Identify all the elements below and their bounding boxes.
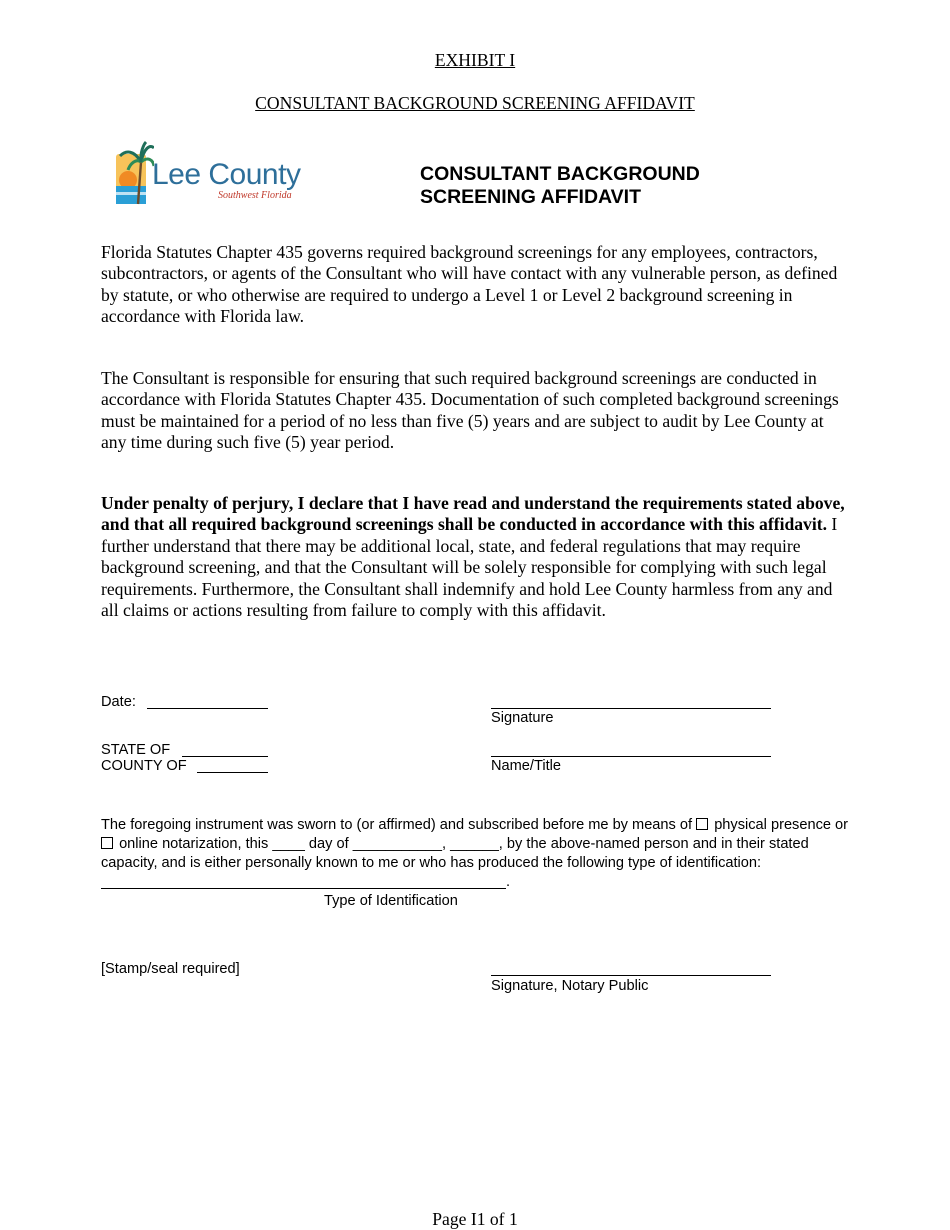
physical-presence-checkbox[interactable] (696, 818, 708, 830)
perjury-statement: Under penalty of perjury, I declare that I have read and understand the requirements stated above, and that all required background screenings shall be conducted in accordance with this affidavit. (101, 493, 845, 535)
logo-tagline: Southwest Florida (218, 190, 292, 201)
signature-label: Signature (491, 710, 554, 726)
lee-county-logo (112, 140, 307, 210)
identification-type-label: Type of Identification (324, 893, 458, 909)
stamp-seal-note: [Stamp/seal required] (101, 961, 240, 977)
palm-tree-icon (114, 140, 154, 206)
responsibility-paragraph: The Consultant is responsible for ensuring that such required background screenings are conducted in accordance with Florida Statutes Chapter 435. Documentation of such completed background screenings must be maintained for a period of no less than five (5) years and are subject to audit by Lee County at any time during such five (5) year period. (101, 368, 839, 453)
online-notarization-checkbox[interactable] (101, 837, 113, 849)
notary-text-online: online notarization, this ____ day of ___________, ______, by the above-named person and in their stated capacity, and is either personally known to me or who has produced the following type of identification: (101, 836, 809, 871)
identification-field[interactable] (101, 874, 506, 889)
perjury-paragraph (101, 493, 849, 621)
name-title-label: Name/Title (491, 758, 562, 774)
name-title-line[interactable] (491, 756, 771, 757)
exhibit-heading: EXHIBIT I (434, 50, 516, 70)
date-field[interactable] (147, 708, 268, 709)
county-field[interactable] (197, 772, 268, 773)
signature-line[interactable] (491, 708, 771, 709)
date-label: Date: (101, 694, 136, 710)
notary-text-1: The foregoing instrument was sworn to (or affirmed) and subscribed before me by means of (101, 817, 697, 833)
identification-period: . (506, 874, 511, 890)
state-label: STATE OF (101, 742, 171, 758)
form-title (420, 163, 700, 208)
logo-name: Lee County (152, 158, 301, 191)
form-title-line-1: CONSULTANT BACKGROUND (420, 163, 700, 185)
notary-signature-line[interactable] (491, 975, 771, 976)
perjury-continuation: I further understand that there may be additional local, state, and federal regulations that may require background screening, and that the Consultant will be solely responsible for complying with such legal requirements. Furthermore, the Consultant shall indemnify and hold Lee County harmless from any and all claims or actions resulting from failure to comply with this affidavit. (101, 514, 838, 621)
form-title-line-2: SCREENING AFFIDAVIT (420, 185, 642, 208)
notary-signature-label: Signature, Notary Public (491, 978, 649, 994)
state-field[interactable] (182, 756, 268, 757)
notary-text-physical: physical presence or (714, 817, 849, 833)
statute-paragraph: Florida Statutes Chapter 435 governs required background screenings for any employees, contractors, subcontractors, or agents of the Consultant who will have contact with any vulnerable person, as defined by statute, or who otherwise are required to undergo a Level 1 or Level 2 background screening in accordance with Florida law. (101, 242, 838, 327)
county-label: COUNTY OF (101, 758, 187, 774)
notary-statement (101, 816, 861, 892)
page-number: Page I1 of 1 (432, 1209, 518, 1229)
document-subtitle: CONSULTANT BACKGROUND SCREENING AFFIDAVIT (255, 93, 695, 113)
